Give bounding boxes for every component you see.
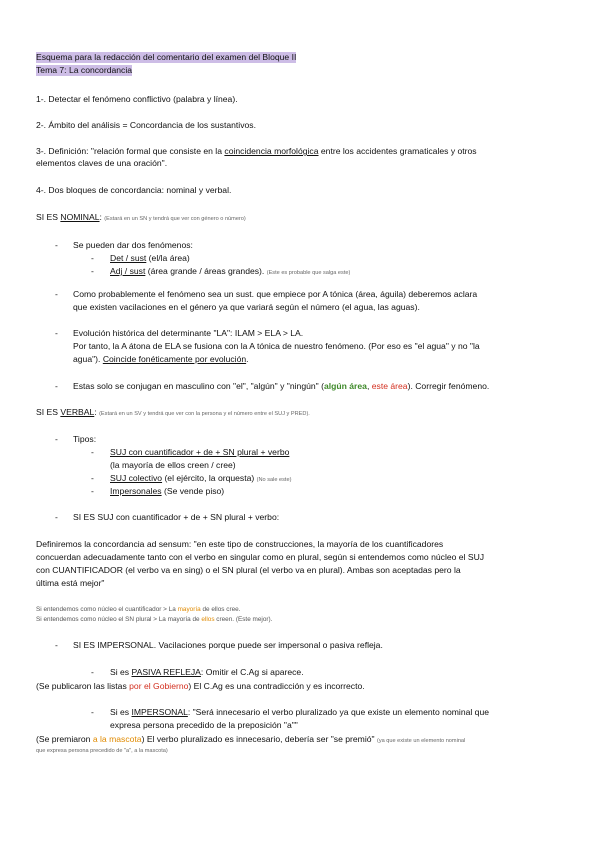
- example-1-text: Si entendemos como núcleo el cuantificador > La: [36, 606, 178, 613]
- bullet-dash: -: [55, 240, 58, 250]
- nominal-bullet-4-sep: ,: [366, 381, 372, 391]
- verbal-tipo-3-underlined: Impersonales: [110, 486, 162, 496]
- step-3-text-end: entre los accidentes gramaticales y otros: [318, 146, 477, 156]
- impersonal-example-end: ) El verbo pluralizado es innecesario, debería ser "se premió": [141, 734, 377, 744]
- nominal-bullet-4: [73, 381, 489, 392]
- pasiva-refleja-underlined: PASIVA REFLEJA: [131, 667, 201, 677]
- verbal-tipos: Tipos:: [73, 434, 97, 444]
- bullet-dash: -: [91, 486, 94, 496]
- step-3-line-1: [36, 146, 477, 157]
- nominal-heading-colon: :: [99, 212, 105, 222]
- example-line-2: [36, 614, 272, 625]
- adsensum-line-2: concuerdan adecuadamente tanto con el verbo en singular como en plural, según si entendemos como núcleo el SUJ: [36, 552, 485, 562]
- adsensum-line-3: con CUANTIFICADOR (el verbo va en sing) o el SN plural (el verbo va en plural). Ambas son aceptadas pero la: [36, 565, 461, 575]
- impersonal-line-1: [110, 707, 489, 718]
- impersonal-line-2: expresa persona precedido de la preposición "a"": [110, 720, 298, 730]
- impersonal-example-note: (ya que existe un elemento nominal: [376, 738, 466, 744]
- nominal-bullet-4-end: ). Corregir fenómeno.: [407, 381, 490, 391]
- bullet-dash: -: [55, 328, 58, 338]
- verbal-tipo-2-text: (el ejército, la orquesta): [162, 473, 257, 483]
- bullet-dash: -: [91, 707, 94, 717]
- verbal-tipo-1-example: (la mayoría de ellos creen / cree): [110, 460, 236, 470]
- impersonal-example-note-2: que expresa persona precedido de "a", a la mascota): [36, 748, 168, 754]
- nominal-sub-2: [110, 266, 350, 279]
- bullet-dash: -: [91, 473, 94, 483]
- nominal-sub-2-note: (Este es probable que salga este): [266, 270, 351, 276]
- step-4: 4-. Dos bloques de concordancia: nominal y verbal.: [36, 185, 232, 195]
- verbal-tipo-3-text: (Se vende piso): [161, 486, 225, 496]
- verbal-bullet-impersonal: SI ES IMPERSONAL. Vacilaciones porque puede ser impersonal o pasiva refleja.: [73, 640, 383, 650]
- verbal-tipo-2-note: (No sale este): [256, 477, 292, 483]
- pasiva-refleja-prefix: Si es: [110, 667, 132, 677]
- bullet-dash: -: [55, 512, 58, 522]
- nominal-sub-1: [110, 253, 190, 264]
- verbal-heading-prefix: SI ES: [36, 407, 61, 417]
- nominal-bullet-3-line-1: Evolución histórica del determinante "LA": ILAM > ELA > LA.: [73, 328, 304, 338]
- pasiva-example-red: por el Gobierno: [129, 681, 189, 691]
- verbal-heading-colon: :: [94, 407, 100, 417]
- adsensum-line-1: Definiremos la concordancia ad sensum: "en este tipo de construcciones, la mayoría de los cuantificadores: [36, 539, 444, 549]
- example-1-colored: mayoría: [177, 606, 201, 613]
- nominal-sub-2-text: (área grande / áreas grandes).: [145, 266, 267, 276]
- example-2-text: Si entendemos como núcleo el SN plural > La mayoría de: [36, 616, 202, 623]
- impersonal-prefix: Si es: [110, 707, 132, 717]
- verbal-tipo-3: [110, 486, 224, 497]
- step-3-line-2: elementos claves de una oración".: [36, 158, 168, 168]
- bullet-dash: -: [55, 381, 58, 391]
- bullet-dash: -: [55, 289, 58, 299]
- bullet-dash: -: [91, 447, 94, 457]
- impersonal-underlined: IMPERSONAL: [131, 707, 188, 717]
- nominal-heading-word: NOMINAL: [60, 212, 100, 222]
- step-2: 2-. Ámbito del análisis = Concordancia de los sustantivos.: [36, 120, 256, 130]
- impersonal-example-text: (Se premiaron: [36, 734, 93, 744]
- pasiva-example-end: ) El C.Ag es una contradicción y es incorrecto.: [188, 681, 365, 691]
- step-3-underlined: coincidencia morfológica: [224, 146, 319, 156]
- nominal-bullet-4-text: Estas solo se conjugan en masculino con "el", "algún" y "ningún" (: [73, 381, 324, 391]
- verbal-tipo-2: [110, 473, 291, 486]
- step-3-text: 3-. Definición: "relación formal que consiste en la: [36, 146, 225, 156]
- nominal-bullet-3-line-2: Por tanto, la A átona de ELA se fusiona con la A tónica de nuestro fenómeno. (Por eso es "el agua" y no "la: [73, 341, 480, 351]
- document-subtitle: Tema 7: La concordancia: [36, 65, 133, 75]
- verbal-heading: [36, 407, 310, 420]
- pasiva-example-text: (Se publicaron las listas: [36, 681, 130, 691]
- verbal-bullet-cuantificador: SI ES SUJ con cuantificador + de + SN plural + verbo:: [73, 512, 280, 522]
- nominal-bullet-4-red: este área: [371, 381, 408, 391]
- nominal-bullet-3-underlined: Coincide fonéticamente por evolución: [102, 354, 247, 364]
- bullet-dash: -: [55, 640, 58, 650]
- step-1: 1-. Detectar el fenómeno conflictivo (palabra y línea).: [36, 94, 238, 104]
- verbal-heading-note: (Estará en un SV y tendrá que ver con la persona y el número entre el SUJ y PRED).: [99, 411, 310, 417]
- verbal-tipo-2-underlined: SUJ colectivo: [110, 473, 163, 483]
- nominal-sub-1-underlined: Det / sust: [110, 253, 147, 263]
- nominal-bullet-3-period: .: [246, 354, 249, 364]
- bullet-dash: -: [91, 667, 94, 677]
- nominal-bullet-2-line-2: que existen vacilaciones en el género ya que variará según el número (el agua, las aguas).: [73, 302, 420, 312]
- example-2-end: creen. (Este mejor).: [214, 616, 273, 623]
- nominal-heading-prefix: SI ES: [36, 212, 61, 222]
- nominal-bullet-3-text: agua").: [73, 354, 103, 364]
- pasiva-refleja-example: [36, 681, 365, 692]
- pasiva-refleja-text: : Omitir el C.Ag si aparece.: [200, 667, 304, 677]
- nominal-bullet-1: Se pueden dar dos fenómenos:: [73, 240, 193, 250]
- verbal-heading-word: VERBAL: [60, 407, 95, 417]
- nominal-bullet-3-line-3: [73, 354, 249, 365]
- bullet-dash: -: [55, 434, 58, 444]
- impersonal-example-orange: a la mascota: [92, 734, 142, 744]
- nominal-bullet-4-green: algún área: [323, 381, 367, 391]
- bullet-dash: -: [91, 266, 94, 276]
- pasiva-refleja-line: [110, 667, 304, 678]
- nominal-bullet-2-line-1: Como probablemente el fenómeno sea un sust. que empiece por A tónica (área, águila) deberemos aclara: [73, 289, 478, 299]
- nominal-sub-1-text: (el/la área): [146, 253, 190, 263]
- nominal-sub-2-underlined: Adj / sust: [110, 266, 146, 276]
- nominal-heading: [36, 212, 246, 225]
- impersonal-text: : "Será innecesario el verbo pluralizado ya que existe un elemento nominal que: [187, 707, 490, 717]
- nominal-heading-note: (Estará en un SN y tendrá que ver con género o número): [104, 216, 246, 222]
- example-1-end: de ellos cree.: [200, 606, 241, 613]
- verbal-tipo-1: SUJ con cuantificador + de + SN plural + verbo: [110, 447, 290, 457]
- document-title: Esquema para la redacción del comentario del examen del Bloque II: [36, 52, 297, 62]
- adsensum-line-4: última está mejor": [36, 578, 105, 588]
- bullet-dash: -: [91, 253, 94, 263]
- example-2-colored: ellos: [201, 616, 215, 623]
